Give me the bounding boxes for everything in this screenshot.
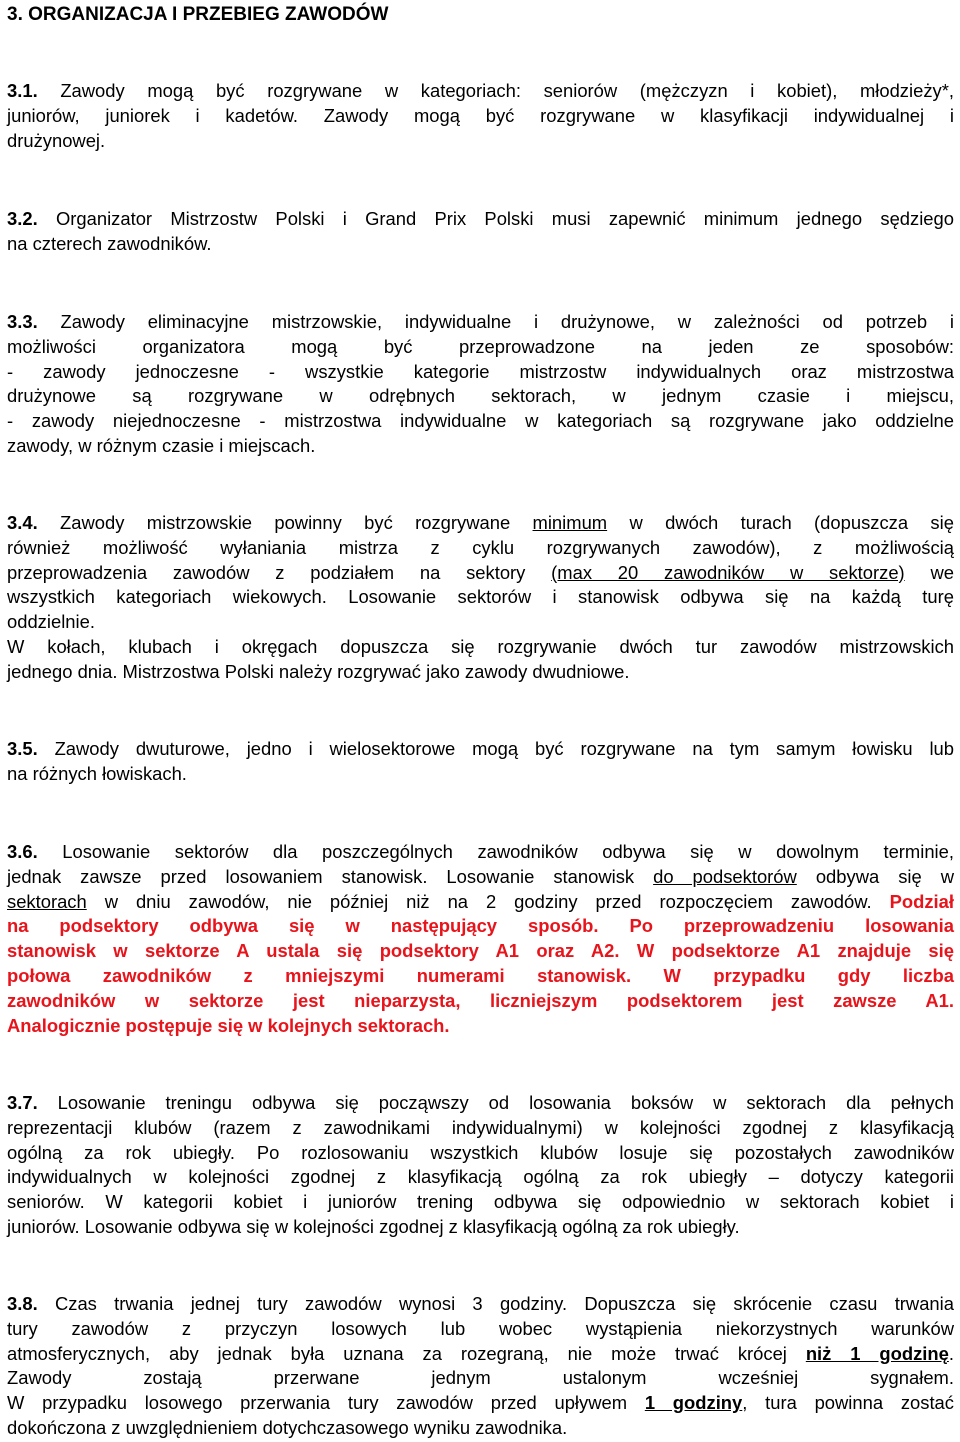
text-line: Zawody zostają przerwane jednym ustalonym wcześniej sygnałem. (7, 1367, 954, 1389)
underlined-text: (max 20 zawodników w sektorze) (551, 561, 905, 583)
text-line: możliwości organizatora mogą być przeprowadzone na jeden ze sposobów: (7, 335, 954, 357)
text-line: , tura powinna zostać (742, 1392, 954, 1414)
paragraph-3-8 (7, 1292, 954, 1441)
paragraph-3-4 (7, 511, 954, 685)
text-line: Losowanie treningu odbywa się począwszy od losowania boksów w sektorach dla pełnych (57, 1092, 954, 1113)
text-line: oddzielnie. (7, 611, 95, 633)
underlined-text: sektorach (7, 890, 87, 912)
paragraph-3-5 (7, 737, 954, 787)
paragraph-3-1 (7, 79, 954, 153)
text-line: atmosferycznych, aby jednak była uznana za rozegraną, nie może trwać krócej (7, 1342, 787, 1364)
text-line: Losowanie sektorów dla poszczególnych zawodników odbywa się w dowolnym terminie, (62, 841, 954, 862)
text-line: reprezentacji klubów (razem z zawodnikami indywidualnymi) w kolejności zgodnej z klasyfikacją (7, 1116, 954, 1138)
text-line: W kołach, klubach i okręgach dopuszcza się rozgrywanie dwóch tur zawodów mistrzowskich (7, 635, 954, 657)
text-line: juniorów, juniorek i kadetów. Zawody mogą być rozgrywane w klasyfikacji indywidualnej i (7, 104, 954, 126)
paragraph-number: 3.2. (7, 208, 38, 229)
highlighted-text: Podział (889, 890, 954, 912)
highlighted-text: Analogicznie postępuje się w kolejnych sektorach. (7, 1014, 450, 1036)
text-line: seniorów. W kategorii kobiet i juniorów trening odbywa się odpowiednio w sektorach kobiet i (7, 1191, 954, 1213)
highlighted-text: zawodników w sektorze jest nieparzysta, liczniejszym podsektorem jest zawsze A1. (7, 989, 954, 1011)
highlighted-text: połowa zawodników z mniejszymi numerami stanowisk. W przypadku gdy liczba (7, 964, 954, 986)
text-line: - zawody niejednoczesne - mistrzostwa indywidualne w kategoriach są rozgrywane jako oddzielne (7, 410, 954, 432)
paragraph-number: 3.5. (7, 738, 38, 759)
text-line: przeprowadzenia zawodów z podziałem na sektory (7, 561, 526, 583)
text-line: . (948, 1342, 954, 1364)
text-line: Zawody eliminacyjne mistrzowskie, indywidualne i drużynowe, w zależności od potrzeb i (60, 311, 954, 332)
text-line: indywidualnych w kolejności zgodnej z klasyfikacją ogólną za rok ubiegły – dotyczy kategorii (7, 1166, 954, 1188)
paragraph-number: 3.1. (7, 80, 38, 101)
paragraph-number: 3.6. (7, 841, 38, 862)
text-line: Czas trwania jednej tury zawodów wynosi 3 godziny. Dopuszcza się skrócenie czasu trwania (54, 1293, 954, 1314)
text-line: również możliwość wyłaniania mistrza z cyklu rozgrywanych zawodów), z możliwością (7, 536, 954, 558)
highlighted-text: stanowisk w sektorze A ustala się podsektory A1 oraz A2. W podsektorze A1 znajduje się (7, 940, 954, 962)
text-line: Zawody mistrzowskie powinny być rozgrywane (60, 512, 511, 533)
text-line: na różnych łowiskach. (7, 762, 187, 784)
text-line: - zawody jednoczesne - wszystkie kategorie mistrzostw indywidualnych oraz mistrzostwa (7, 360, 954, 382)
text-line: we (930, 561, 954, 583)
highlighted-text: na podsektory odbywa się w następujący sposób. Po przeprowadzeniu losowania (7, 915, 954, 937)
text-line: Zawody mogą być rozgrywane w kategoriach: seniorów (mężczyzn i kobiet), młodzieży*, (60, 80, 954, 101)
paragraph-number: 3.3. (7, 311, 38, 332)
text-line: odbywa się w (815, 865, 954, 887)
section-heading: 3. ORGANIZACJA I PRZEBIEG ZAWODÓW (7, 4, 389, 25)
underlined-bold-text: niż 1 godzinę (805, 1342, 949, 1364)
text-line: w dniu zawodów, nie później niż na 2 godziny przed rozpoczęciem zawodów. (104, 890, 872, 912)
paragraph-3-7 (7, 1091, 954, 1240)
underlined-text: minimum (532, 512, 608, 533)
text-line: jednego dnia. Mistrzostwa Polski należy rozgrywać jako zawody dwudniowe. (7, 660, 630, 682)
text-line: tury zawodów z przyczyn losowych lub wobec wystąpienia niekorzystnych warunków (7, 1317, 954, 1339)
text-line: Zawody dwuturowe, jedno i wielosektorowe mogą być rozgrywane na tym samym łowisku lub (54, 738, 954, 759)
text-line: drużynowe są rozgrywane w odrębnych sektorach, w jednym czasie i miejscu, (7, 385, 954, 407)
paragraph-3-2 (7, 207, 954, 257)
text-line: ogólną za rok ubiegły. Po rozlosowaniu wszystkich klubów losuje się pozostałych zawodników (7, 1141, 954, 1163)
text-line: Organizator Mistrzostw Polski i Grand Prix Polski musi zapewnić minimum jednego sędziego (55, 208, 954, 229)
text-line: jednak zawsze przed losowaniem stanowisk. Losowanie stanowisk (7, 865, 635, 887)
paragraph-number: 3.4. (7, 512, 38, 533)
text-line: zawody, w różnym czasie i miejscach. (7, 434, 316, 456)
text-line: na czterech zawodników. (7, 232, 212, 254)
text-line: wszystkich kategoriach wiekowych. Losowanie sektorów i stanowisk odbywa się na każdą turę (7, 586, 954, 608)
underlined-text: do podsektorów (653, 865, 797, 887)
text-line: W przypadku losowego przerwania tury zawodów przed upływem (7, 1392, 628, 1414)
paragraph-number: 3.7. (7, 1092, 38, 1113)
text-line: juniorów. Losowanie odbywa się w kolejności zgodnej z klasyfikacją ogólną za rok ubiegły. (7, 1215, 740, 1237)
text-line: w dwóch turach (dopuszcza się (629, 512, 954, 533)
text-line: drużynowej. (7, 129, 106, 151)
underlined-bold-text: 1 godziny (644, 1392, 743, 1414)
text-line: dokończona z uwzględnieniem dotychczasowego wyniku zawodnika. (7, 1416, 568, 1438)
paragraph-3-6 (7, 840, 954, 1038)
paragraph-3-3 (7, 310, 954, 459)
paragraph-number: 3.8. (7, 1293, 38, 1314)
